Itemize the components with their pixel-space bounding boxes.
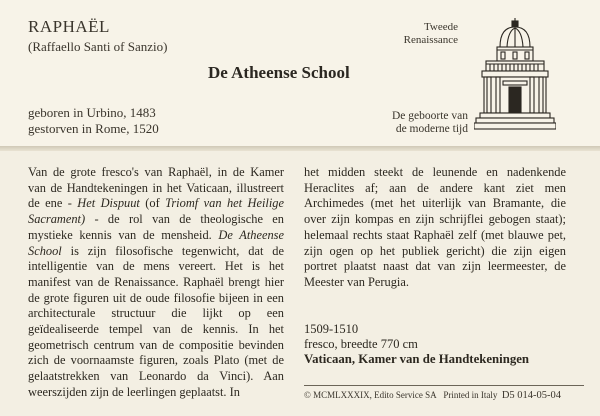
copyright: © MCMLXXXIX, Edito Service SA (304, 390, 437, 400)
artwork-technique: fresco, breedte 770 cm (304, 337, 418, 351)
printed-in: Printed in Italy (443, 390, 498, 400)
artwork-details (304, 322, 574, 367)
work-title: De Atheense School (208, 63, 350, 82)
artist-full-name: (Raffaello Santi of Sanzio) (28, 39, 168, 54)
work-ref-triomf: Triomf van het Heilige Sacrament) (28, 196, 284, 227)
caption-line-2: de moderne tijd (395, 123, 468, 135)
card-footer (304, 390, 594, 401)
work-ref-dispuut: Het Dispuut (77, 196, 140, 211)
body-paragraph-right: het midden steekt de leunende en nadenkende Heraclites af; aan de andere kant ziet men Archimedes (met het uiterlijk van Bramante, die over zijn kompas en zijn schrijflei gebogen staat); helemaal rechts staat Raphaël zelf (met blauwe pet, zijn ogen op het publiek gericht) die zijn eigen portret plaatst naast dat van zijn leermeester, de Meester van Perugia. (304, 165, 566, 289)
period-label (398, 21, 458, 47)
emblem-caption (368, 110, 468, 136)
body-column-right (304, 165, 566, 291)
period-line-1: Tweede (423, 21, 458, 33)
artist-name: RAPHAËL (28, 17, 110, 36)
artwork-location: Vaticaan, Kamer van de Handtekeningen (304, 352, 530, 366)
body-paragraph-left: Van de grote fresco's van Raphaël, in de Kamer van de Handtekeningen in het Vaticaan, illustreert de ene - Het Dispuut (of Triomf van het Heilige Sacrament) - de rol van de theologische en mystieke kennis van de mensheid. De Atheense School is zijn filosofische tegenwicht, dat de intelligentie van de mens vereert. Het is het manifest van de Renaissance. Raphaël brengt hier de grote figuren uit de oude filosofie bijeen in een architecturale structuur die lijkt op een geïdealiseerde tempel van de kennis. In het geometrisch centrum van de compositie bevinden zich de voornaamste figuren, zoals Plato (met de gelaatstrekken van Leonardo da Vinci). Aan weerszijden zijn de leerlingen geplaatst. In (28, 165, 284, 399)
tempietto-icon (474, 17, 556, 130)
details-divider (304, 385, 584, 386)
header-divider (0, 146, 600, 151)
body-column-left (28, 165, 284, 401)
caption-line-1: De geboorte van (392, 110, 468, 122)
card-code: D5 014-05-04 (501, 390, 562, 401)
work-ref-atheense: De Atheense School (28, 227, 284, 258)
life-dates (28, 105, 159, 137)
artwork-date: 1509-1510 (304, 322, 359, 336)
period-line-2: Renaissance (403, 34, 458, 46)
birth-info: geboren in Urbino, 1483 (28, 105, 156, 120)
death-info: gestorven in Rome, 1520 (28, 121, 159, 136)
